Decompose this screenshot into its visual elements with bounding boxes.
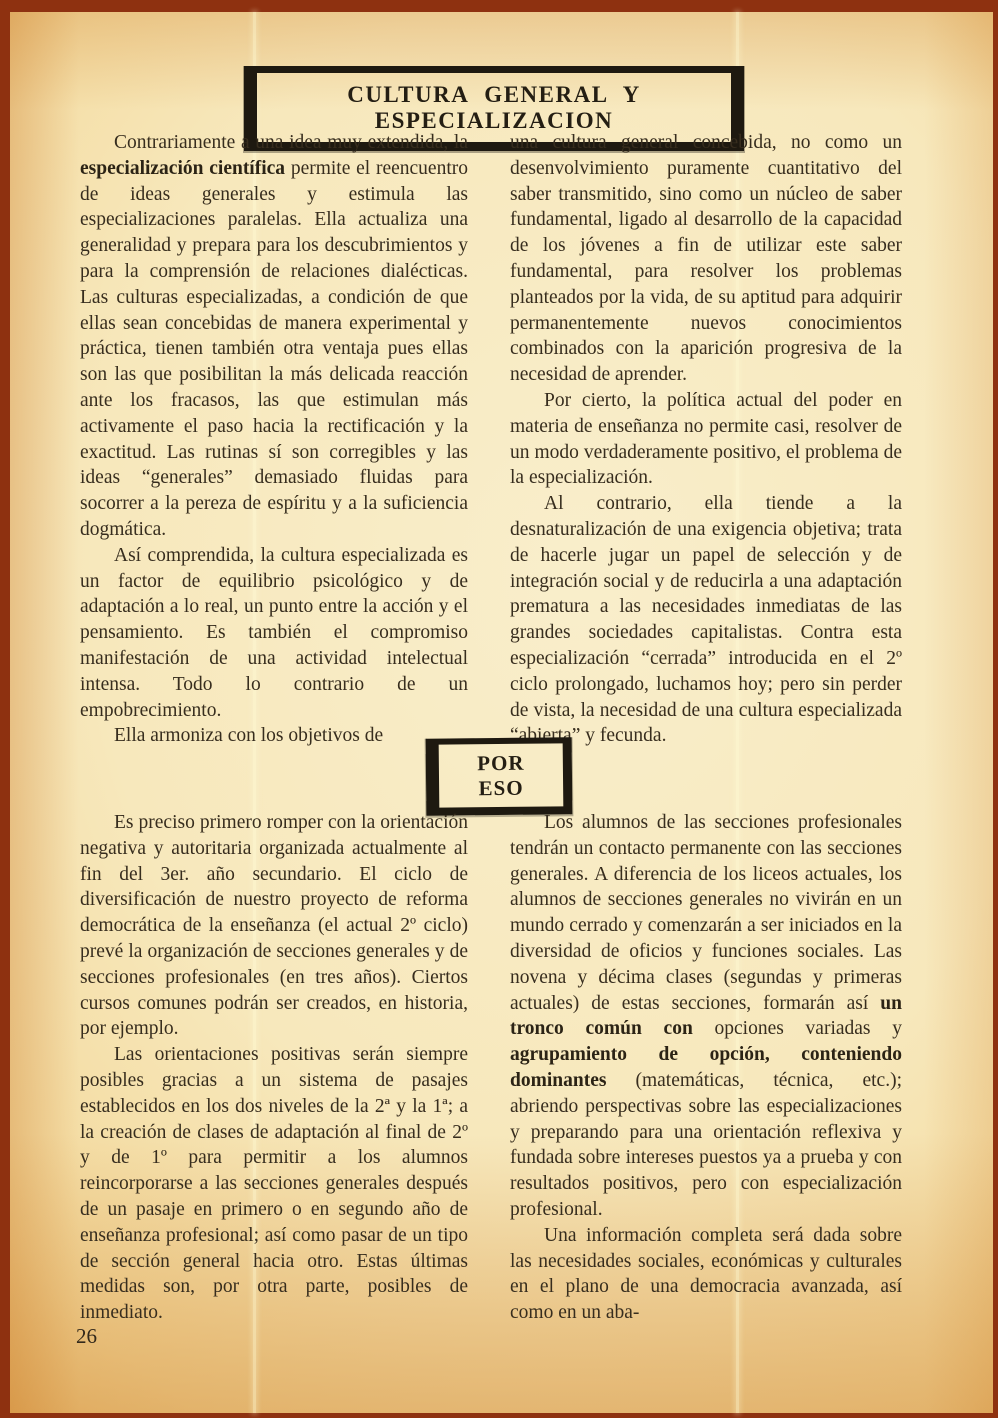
paragraph bbox=[510, 491, 902, 749]
bold-text-segment: un tronco común con bbox=[510, 992, 902, 1040]
paragraph bbox=[510, 810, 902, 1223]
bold-text-segment: especialización científica bbox=[80, 157, 286, 179]
paragraph bbox=[80, 723, 468, 749]
text-segment: una cultura general concebida, no como un desenvolvimiento puramente cuantitativo del saber transmitido, sino como un núcleo de saber fundamental, ligado al desarrollo de la capacidad de los jóvenes a fin de utilizar este saber fundamental, para resolver los problemas planteados por la vida, de su aptitud para adquirir permanentemente nuevos conocimientos combinados con la aparición progresiva de la necesidad de aprender. bbox=[510, 132, 902, 386]
paragraph bbox=[510, 130, 902, 388]
text-segment: Al contrario, ella tiende a la desnaturalización de una exigencia objetiva; trata de hacerle jugar un papel de selección y de integración social y de reducirla a una adaptación prematura a las necesidades inmediatas de las grandes sociedades capitalistas. Contra esta especialización “cerrada” introducida en el 2º ciclo prolongado, luchamos hoy; pero sin perder de vista, la necesidad de una cultura especializada “abierta” y fecunda. bbox=[510, 493, 902, 747]
top-left-column bbox=[80, 130, 468, 749]
text-segment: Así comprendida, la cultura especializada es un factor de equilibrio psicológico y de adaptación a lo real, un punto entre la acción y el pensamiento. Es también el compromiso manifestación de una actividad intelectual intensa. Todo lo contrario de un empobrecimiento. bbox=[80, 544, 468, 721]
top-right-column bbox=[510, 130, 902, 749]
paragraph bbox=[80, 543, 468, 724]
text-segment: Por cierto, la política actual del poder en materia de enseñanza no permite casi, resolver de un modo verdaderamente positivo, el problema de la especialización. bbox=[510, 389, 902, 489]
text-segment: Es preciso primero romper con la orientación negativa y autoritaria organizada actualmente al fin del 3er. año secundario. El ciclo de diversificación de nuestro proyecto de reforma democrática de la enseñanza (el actual 2º ciclo) prevé la organización de secciones generales y de secciones profesionales (en tres años). Ciertos cursos comunes podrán ser creados, en historia, por ejemplo. bbox=[80, 812, 468, 1040]
paragraph bbox=[80, 1042, 468, 1326]
paragraph bbox=[510, 1223, 902, 1326]
bottom-section bbox=[80, 810, 902, 1326]
section-divider-label: POR ESO bbox=[477, 750, 525, 801]
top-section bbox=[80, 130, 902, 749]
text-segment: Ella armoniza con los objetivos de bbox=[114, 725, 384, 747]
text-segment: (matemáticas, técnica, etc.); abriendo perspectivas sobre las especializaciones y preparando para una orientación reflexiva y fundada sobre intereses puestos ya a prueba y con resultados positivos, pero con especialización profesional. bbox=[510, 1069, 902, 1220]
text-segment: Las orientaciones positivas serán siempre posibles gracias a un sistema de pasajes establecidos en los dos niveles de la 2ª y la 1ª; a la creación de clases de adaptación al final de 2º y de 1º para permitir a los alumnos reincorporarse a las secciones generales después de un pasaje en primero o en segundo año de enseñanza profesional; así como pasar de un tipo de sección general hacia otro. Estas últimas medidas son, por otra parte, posibles de inmediato. bbox=[80, 1044, 468, 1324]
article-title: CULTURA GENERAL Y ESPECIALIZACION bbox=[347, 82, 641, 133]
bold-text-segment: agrupamiento de opción, conteniendo dominantes bbox=[510, 1044, 902, 1091]
section-divider-box bbox=[426, 737, 573, 816]
page-number: 26 bbox=[76, 1324, 97, 1348]
text-segment: Una información completa será dada sobre las necesidades sociales, económicas y culturales en el plano de una democracia avanzada, así como en un aba- bbox=[510, 1224, 902, 1324]
paragraph bbox=[510, 388, 902, 491]
paper-background bbox=[10, 12, 993, 1413]
text-segment: opciones variadas y bbox=[692, 1018, 902, 1040]
text-segment: permite el reencuentro de ideas generales y estimula las especializaciones paralelas. Ella actualiza una generalidad y prepara para los descubrimientos y para la comprensión de relaciones dialécticas. Las culturas especializadas, a condición de que ellas sean concebidas de manera experimental y práctica, tienen también otra ventaja pues ellas son las que posibilitan la más delicada reacción ante los fracasos, las que estimulan más activamente el paso hacia la rectificación y la exactitud. Las rutinas sí son corregibles y las ideas “generales” demasiado fluidas para socorrer a la pereza de espíritu y a la suficiencia dogmática. bbox=[80, 157, 468, 540]
paragraph bbox=[80, 130, 468, 543]
bottom-left-column bbox=[80, 810, 468, 1326]
text-segment: Los alumnos de las secciones profesionales tendrán un contacto permanente con las secciones generales. A diferencia de los liceos actuales, los alumnos de secciones generales no vivirán en un mundo cerrado y comenzarán a ser iniciados en la diversidad de oficios y funciones sociales. Las novena y décima clases (segundas y primeras actuales) de estas secciones, formarán así bbox=[510, 812, 902, 1014]
paragraph bbox=[80, 810, 468, 1042]
text-segment: Contrariamente a una idea muy extendida, la bbox=[114, 132, 468, 153]
bottom-right-column bbox=[510, 810, 902, 1326]
